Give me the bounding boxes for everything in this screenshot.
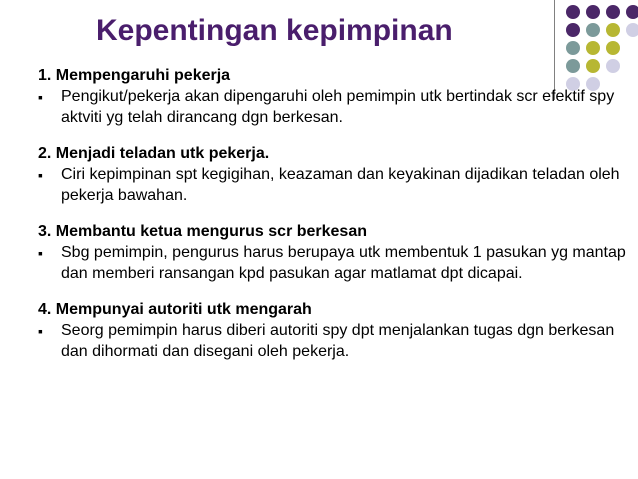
section-heading: 2. Menjadi teladan utk pekerja.: [38, 145, 270, 162]
section-heading: 3. Membantu ketua mengurus scr berkesan: [38, 223, 367, 240]
bullet-text: Seorg pemimpin harus diberi autoriti spy dpt menjalankan tugas dgn berkesan dan dihormati dan disegani oleh pekerja.: [61, 322, 615, 360]
bullet-icon: ▪: [38, 323, 43, 339]
decorative-dot: [566, 5, 580, 19]
bullet-text: Sbg pemimpin, pengurus harus berupaya utk membentuk 1 pasukan yg mantap dan memberi ransangan kpd pasukan agar matlamat dpt dicapai.: [61, 244, 626, 282]
section-heading: 1. Mempengaruhi pekerja: [38, 67, 231, 84]
decorative-dot: [566, 41, 580, 55]
bullet-icon: ▪: [38, 245, 43, 261]
decorative-dot: [566, 23, 580, 37]
decorative-dot: [626, 5, 638, 19]
bullet-item: [38, 320, 628, 362]
decorative-dot: [606, 5, 620, 19]
bullet-item: [38, 164, 628, 206]
decorative-dot: [626, 23, 638, 37]
decorative-dot: [586, 5, 600, 19]
content-section-4: [38, 300, 628, 362]
bullet-item: [38, 86, 628, 128]
bullet-icon: ▪: [38, 167, 43, 183]
decorative-dot: [586, 41, 600, 55]
content-section-3: [38, 222, 628, 284]
bullet-text: Ciri kepimpinan spt kegigihan, keazaman dan keyakinan dijadikan teladan oleh pekerja bawahan.: [61, 166, 620, 204]
decorative-dot: [586, 23, 600, 37]
section-heading: 4. Mempunyai autoriti utk mengarah: [38, 301, 312, 318]
slide-content: [38, 66, 628, 378]
decorative-dot: [606, 41, 620, 55]
content-section-1: [38, 66, 628, 128]
decorative-dot: [606, 23, 620, 37]
bullet-text: Pengikut/pekerja akan dipengaruhi oleh pemimpin utk bertindak scr efektif spy aktviti yg telah dirancang dgn berkesan.: [61, 88, 615, 126]
bullet-item: [38, 242, 628, 284]
slide-title: Kepentingan kepimpinan: [96, 14, 453, 47]
content-section-2: [38, 144, 628, 206]
bullet-icon: ▪: [38, 89, 43, 105]
